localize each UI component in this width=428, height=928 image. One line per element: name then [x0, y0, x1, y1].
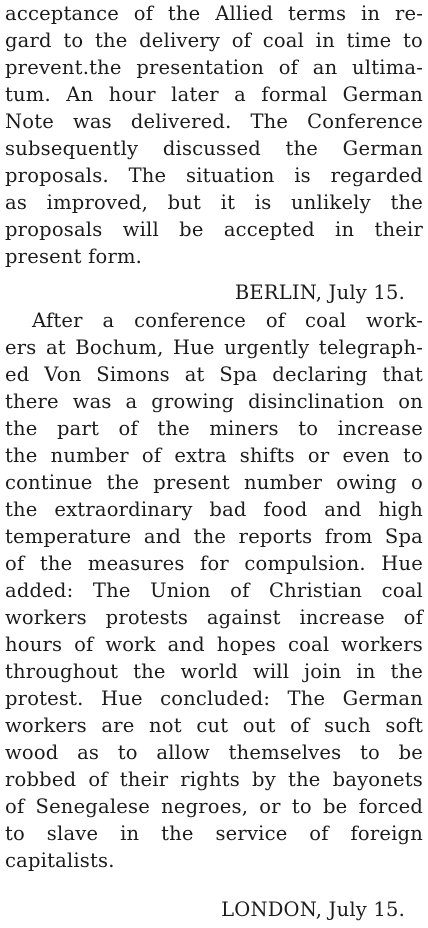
text-line: capitalists.	[5, 849, 115, 872]
text-line: continue the present number owing o	[5, 471, 423, 494]
dateline-london: LONDON, July 15.	[221, 898, 405, 921]
dateline-berlin: BERLIN, July 15.	[234, 281, 405, 304]
text-line: there was a growing disinclination on	[5, 390, 423, 413]
text-line: wood as to allow themselves to be	[5, 741, 423, 764]
text-line: as improved, but it is unlikely the	[5, 191, 423, 214]
text-line: acceptance of the Allied terms in re-	[5, 2, 423, 25]
text-line: workers protests against increase of	[5, 606, 423, 629]
text-line: added: The Union of Christian coal	[5, 579, 423, 602]
text-line: tum. An hour later a formal German	[5, 83, 423, 106]
text-line: present form.	[5, 245, 143, 268]
text-line: the part of the miners to increase	[5, 417, 423, 440]
text-line: throughout the world will join in the	[5, 660, 423, 683]
text-line: ers at Bochum, Hue urgently telegraph-	[5, 336, 423, 359]
text-line: to slave in the service of foreign	[5, 822, 423, 845]
text-line: workers are not cut out of such soft	[5, 714, 423, 737]
text-line: the extraordinary bad food and high	[5, 498, 423, 521]
text-line: hours of work and hopes coal workers	[5, 633, 423, 656]
text-line: gard to the delivery of coal in time to	[5, 29, 423, 52]
text-line: prevent.the presentation of an ultima-	[5, 56, 423, 79]
text-line: the number of extra shifts or even to	[5, 444, 423, 467]
text-line: Note was delivered. The Conference	[5, 110, 423, 133]
text-line: of the measures for compulsion. Hue	[5, 552, 423, 575]
text-line: robbed of their rights by the bayonets	[5, 768, 423, 791]
text-line: proposals. The situation is regarded	[5, 164, 423, 187]
text-line: temperature and the reports from Spa	[5, 525, 423, 548]
text-line: ed Von Simons at Spa declaring that	[5, 363, 423, 386]
text-line: After a conference of coal work-	[32, 309, 423, 332]
text-line: subsequently discussed the German	[5, 137, 423, 160]
text-line: of Senegalese negroes, or to be forced	[5, 795, 423, 818]
text-line: proposals will be accepted in their	[5, 218, 423, 241]
text-line: protest. Hue concluded: The German	[5, 687, 423, 710]
